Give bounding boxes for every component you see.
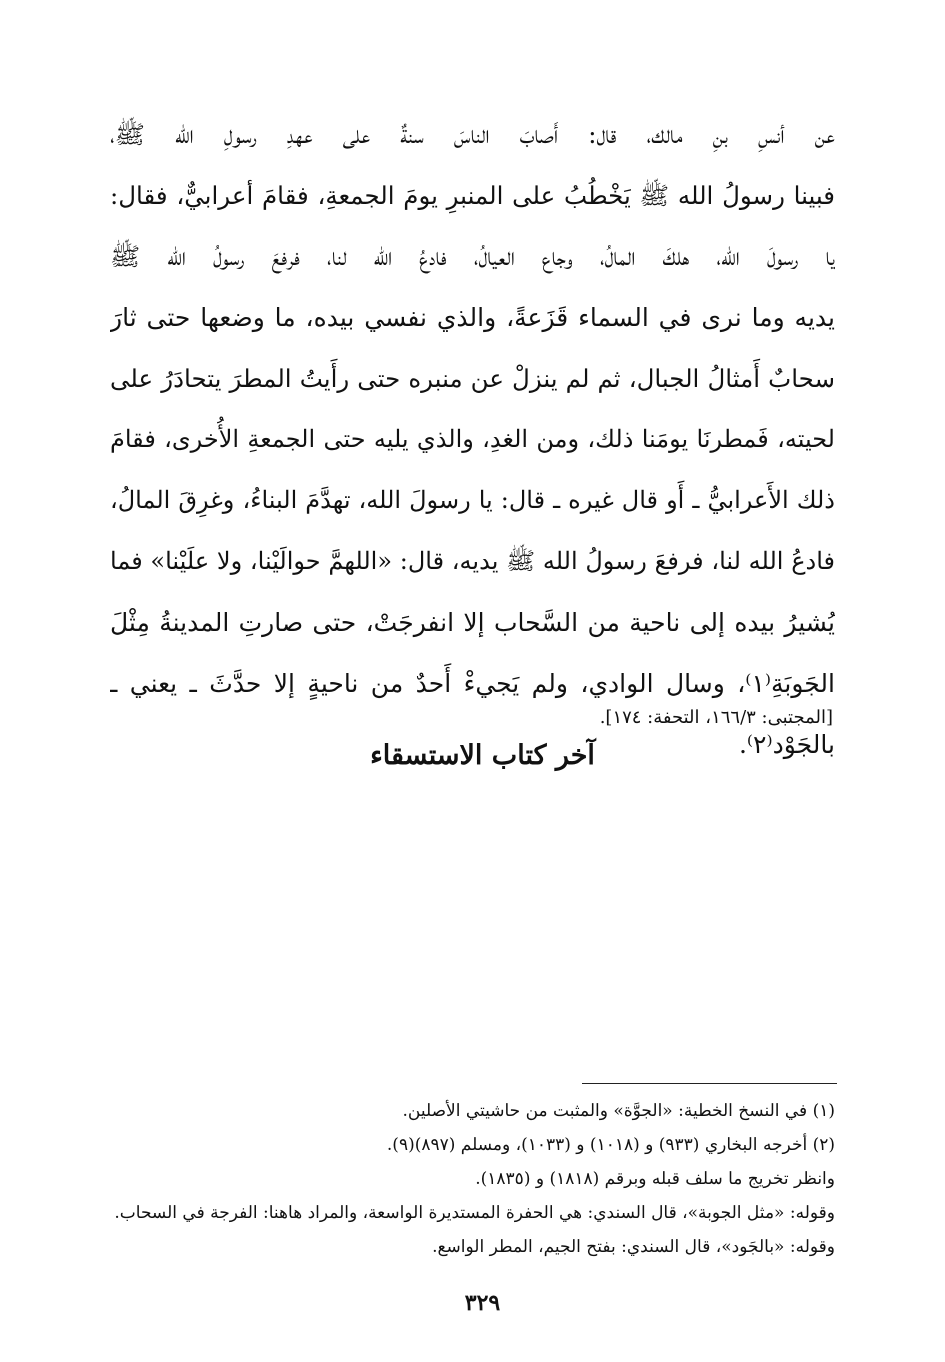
text-line: الجَوبَةِ⁽١⁾، وسال الوادي، ولم يَجيءْ أَحدٌ من ناحيةٍ إلا حدَّثَ ـ يعني ـ	[110, 669, 835, 698]
footnote-line: (١) في النسخ الخطية: «الجوَّة» والمثبت من حاشيتي الأصلين.	[402, 1101, 835, 1121]
section-end-heading: آخر كتاب الاستسقاء	[370, 740, 595, 771]
source-reference: [المجتبى: ١٦٦/٣، التحفة: ١٧٤].	[599, 707, 833, 728]
text-line: فبينا رسولُ الله ﷺ يَخْطُبُ على المنبرِ يومَ الجمعةِ، فقامَ أعرابيٌّ، فقال:	[110, 181, 835, 210]
text-line: يُشيرُ بيده إلى ناحية من السَّحاب إلا انفرجَتْ، حتى صارتِ المدينةُ مِثْلَ	[110, 608, 835, 637]
page-number: ٣٢٩	[464, 1290, 501, 1316]
text-line: يديه وما نرى في السماء قَزَعةً، والذي نفسي بيده، ما وضعها حتى ثارَ	[110, 303, 835, 332]
text-line: سحابٌ أَمثالُ الجبال، ثم لم ينزلْ عن منبره حتى رأَيتُ المطرَ يتحادَرُ على	[110, 364, 835, 393]
footnote-line: (٢) أخرجه البخاري (٩٣٣) و (١٠١٨) و (١٠٣٣)، ومسلم (٨٩٧)(٩).	[386, 1135, 835, 1155]
text-line: فادعُ الله لنا، فرفعَ رسولُ الله ﷺ يديه، قال: «اللهمَّ حوالَيْنا، ولا علَيْنا» فما	[110, 547, 835, 575]
footnotes	[100, 1094, 835, 1264]
text-line: عن أنسِ بنِ مالك، قال: أَصابَ الناسَ سنةٌ على عهدِ رسولِ الله ﷺ،	[110, 120, 835, 149]
text-line: لحيته، فَمطرنَا يومَنا ذلك، ومن الغدِ، والذي يليه حتى الجمعةِ الأُخرى، فقامَ	[110, 425, 835, 453]
footnote-divider	[582, 1083, 837, 1084]
text-line: بالجَوْد⁽٢⁾.	[738, 730, 835, 759]
text-line: ذلك الأَعرابيُّ ـ أَو قال غيره ـ قال: يا رسولَ الله، تهدَّمَ البناءُ، وغرِقَ المالُ،	[110, 486, 835, 514]
footnote-line: وقوله: «بالجَود»، قال السندي: بفتح الجيم، المطر الواسع.	[432, 1237, 835, 1257]
footnote-line: وانظر تخريج ما سلف قبله وبرقم (١٨١٨) و (١٨٣٥).	[475, 1169, 835, 1189]
text-line: يا رسولَ الله، هلكَ المالُ، وجاع العيالُ، فادعُ الله لنا، فرفعَ رسولُ الله ﷺ	[110, 242, 835, 271]
footnote-line: وقوله: «مثل الجوبة»، قال السندي: هي الحفرة المستديرة الواسعة، والمراد هاهنا: الفرجة في السحاب.	[114, 1203, 835, 1223]
hadith-text	[110, 104, 835, 775]
